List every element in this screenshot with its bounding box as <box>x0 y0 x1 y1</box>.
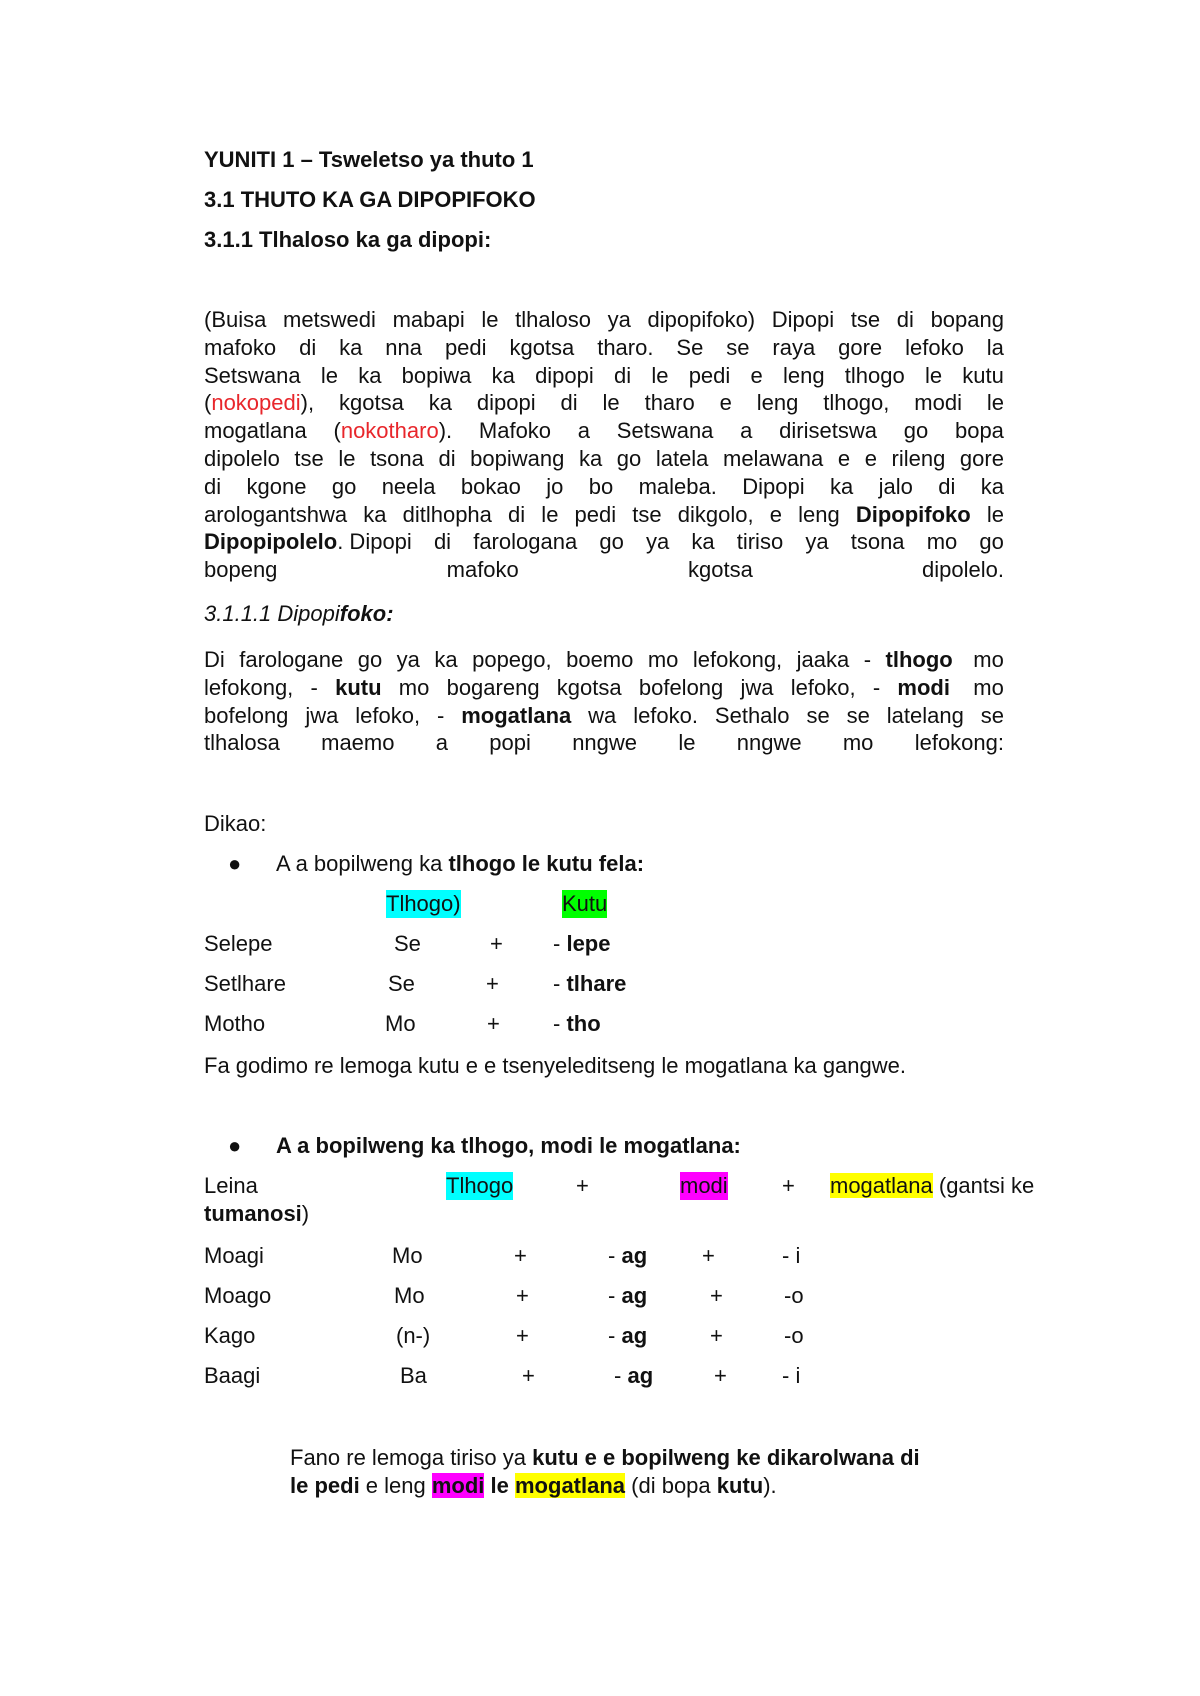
subsubsection-heading: 3.1.1.1 Dipopifoko: <box>204 601 394 626</box>
examples-label: Dikao: <box>204 811 267 836</box>
subsection-heading: 3.1.1 Tlhaloso ka ga dipopi: <box>204 227 492 252</box>
intro-line-2: mafoko di ka nna pedi kgotsa tharo. Se se raya gore lefoko la <box>204 334 1004 360</box>
intro-paragraph <box>204 306 1004 584</box>
intro-line-10: bopeng mafoko kgotsa dipolelo. <box>204 557 1004 583</box>
unit-heading: YUNITI 1 – Tsweletso ya thuto 1 <box>204 147 534 172</box>
final-note-line-1: Fano re lemoga tiriso ya kutu e e bopilweng ke dikarolwana di <box>290 1445 920 1470</box>
bullet-1-text: A a bopilweng ka tlhogo le kutu fela: <box>276 851 645 876</box>
intro-line-4: (nokopedi), kgotsa ka dipopi di le tharo e leng tlhogo, modi le <box>204 390 1004 416</box>
bullet-dot-1: ● <box>228 851 242 876</box>
term-nokotharo: nokotharo <box>340 418 439 444</box>
para2-line-3: bofelong jwa lefoko, - mogatlana wa lefoko. Sethalo se se latelang se <box>204 702 1004 728</box>
bullet-2-text: A a bopilweng ka tlhogo, modi le mogatlana: <box>276 1133 741 1158</box>
intro-line-8: arologantshwa ka ditlhopha di le pedi tse dikgolo, e leng Dipopifoko le <box>204 501 1004 527</box>
bullet-dot-2: ● <box>228 1133 242 1158</box>
intro-line-9: Dipopipolelo. Dipopi di farologana go ya ka tiriso ya tsona mo go <box>204 529 1004 555</box>
intro-line-7: di kgone go neela bokao jo bo maleba. Dipopi ka jalo di ka <box>204 473 1004 499</box>
intro-line-6: dipolelo tse le tsona di bopiwang ka go latela melawana e e rileng gore <box>204 445 1004 471</box>
section-heading: 3.1 THUTO KA GA DIPOPIFOKO <box>204 187 536 212</box>
table2-head-tail: tumanosi) <box>204 1201 310 1226</box>
para2-line-4: tlhalosa maemo a popi nngwe le nngwe mo lefokong: <box>204 730 1004 756</box>
table2-head-tlhogo: Tlhogo <box>446 1173 514 1198</box>
intro-line-3: Setswana le ka bopiwa ka dipopi di le pedi e leng tlhogo le kutu <box>204 362 1004 388</box>
term-dipopipolelo: Dipopipolelo <box>204 529 338 555</box>
term-nokopedi: nokopedi <box>211 390 301 416</box>
table2-head-plus-2: + <box>782 1173 795 1198</box>
para2-line-2: lefokong, - kutu mo bogareng kgotsa bofelong jwa lefoko, - modi mo <box>204 674 1004 700</box>
final-note-line-2: le pedi e leng modi le mogatlana (di bopa kutu). <box>290 1473 777 1498</box>
table2-head-modi: modi <box>680 1173 728 1198</box>
intro-line-5: mogatlana (nokotharo). Mafoko a Setswana a dirisetswa go bopa <box>204 418 1004 444</box>
document-page: YUNITI 1 – Tsweletso ya thuto 1 3.1 THUTO KA GA DIPOPIFOKO 3.1.1 Tlhaloso ka ga dipopi: (Buisa metswedi mabapi le tlhaloso ya dipopifoko) Dipopi tse di bopang mafoko di ka nna pedi kgotsa tharo. Se se raya gore lefoko la Setswana le ka bopiwa ka dipopi di le pedi e leng tlhogo le kutu (nokopedi), kgotsa ka dipopi di le tharo e leng tlhogo, modi le mogatlana (nokotharo). Mafoko a Setswana a dirisetswa go bopa dipolelo tse le tsona di bopiwang ka go latela melawana e e rileng gore di kgone go neela bokao jo bo maleba. Dipopi ka jalo di ka arologantshwa ka ditlhopha di le pedi tse dikgolo, e leng Dipopifoko le Dipopipolelo. Dipopi di farologana go ya ka tiriso ya tsona mo go bopeng mafoko kgotsa dipolelo. 3.1.1.1 Dipopifoko: Di farologane go ya ka popego, boemo mo lefokong, jaaka - tlhogo mo lefokong, - kutu mo bogareng kgotsa bofelong jwa lefoko, - modi mo bofelong jwa lefoko, - mogatlana wa lefoko. Sethalo se se latelang se tlhalosa maemo a popi nngwe le nngwe mo lefokong: Dikao: ● A a bopilweng ka tlhogo le kutu fela: Tlhogo) Kutu Selepe Se + - lepe Setlhare Se + - tlhare Motho Mo + - tho Fa godimo re lemoga kutu e e tsenyeleditseng le mogatlana ka gangwe. ● A a bopilweng ka tlhogo, modi le mogatlana: Leina Tlhogo + modi + mogatlana (gantsi ke tumanosi) Moagi Mo + - ag + - i Moago Mo + - ag + -o Kago (n-) + - ag + -o Baagi Ba + - ag + - i Fano re lemoga tiriso ya kutu e e bopilweng ke dikarolwana di le pedi e leng modi le mogatlana (di bopa kutu). <box>204 147 1035 1498</box>
table1-head-kutu: Kutu <box>562 891 608 916</box>
para-2 <box>204 646 1004 757</box>
term-dipopifoko: Dipopifoko <box>855 501 971 527</box>
table2-head-word: Leina <box>204 1173 258 1198</box>
table1-head-tlhogo: Tlhogo) <box>386 891 461 916</box>
intro-line-1: (Buisa metswedi mabapi le tlhaloso ya dipopifoko) Dipopi tse di bopang <box>204 307 1004 332</box>
para2-line-1: Di farologane go ya ka popego, boemo mo lefokong, jaaka - tlhogo mo <box>204 647 1004 672</box>
note-1: Fa godimo re lemoga kutu e e tsenyeleditseng le mogatlana ka gangwe. <box>204 1053 906 1078</box>
table2-head-mogatlana: mogatlana (gantsi ke <box>830 1173 1035 1198</box>
table2-head-plus-1: + <box>576 1173 589 1198</box>
